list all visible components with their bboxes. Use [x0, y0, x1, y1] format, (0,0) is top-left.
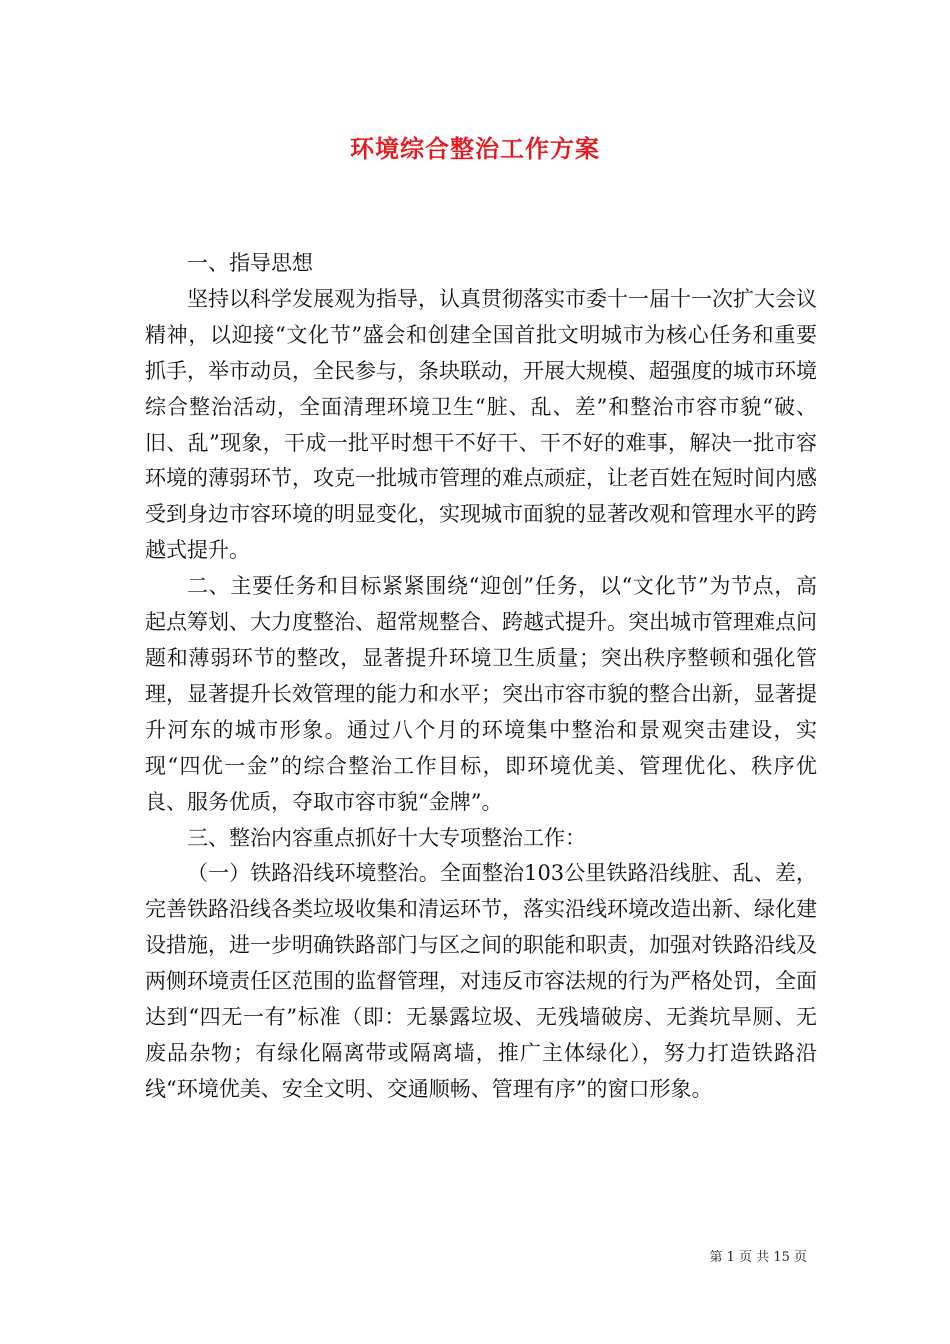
paragraph-guiding-thought: 坚持以科学发展观为指导，认真贯彻落实市委十一届十一次扩大会议精神，以迎接“文化节”盛会和创建全国首批文明城市为核心任务和重要抓手，举市动员，全民参与，条块联动，开展大规模、超强度的城市环境综合整治活动，全面清理环境卫生“脏、乱、差”和整治市容市貌“破、旧、乱”现象，干成一批平时想干不好干、干不好的难事，解决一批市容环境的薄弱环节，攻克一批城市管理的难点顽症，让老百姓在短时间内感受到身边市容环境的明显变化，实现城市面貌的显著改观和管理水平的跨越式提升。 [145, 286, 817, 563]
paragraph-main-tasks: 二、主要任务和目标紧紧围绕“迎创”任务，以“文化节”为节点，高起点筹划、大力度整治、超常规整合、跨越式提升。突出城市管理难点问题和薄弱环节的整改，显著提升环境卫生质量；突出秩序整顿和强化管理，显著提升长效管理的能力和水平；突出市容市貌的整合出新，显著提升河东的城市形象。通过八个月的环境集中整治和景观突击建设，实现“四优一金”的综合整治工作目标，即环境优美、管理优化、秩序优良、服务优质，夺取市容市貌“金牌”。 [145, 574, 817, 814]
page-number-footer: 第 1 页 共 15 页 [709, 1250, 807, 1265]
document-body [145, 246, 817, 1108]
paragraph-railway-rectification: （一）铁路沿线环境整治。全面整治103公里铁路沿线脏、乱、差，完善铁路沿线各类垃圾收集和清运环节，落实沿线环境改造出新、绿化建设措施，进一步明确铁路部门与区之间的职能和职责，加强对铁路沿线及两侧环境责任区范围的监督管理，对违反市容法规的行为严格处罚，全面达到“四无一有”标准（即：无暴露垃圾、无残墙破房、无粪坑旱厕、无废品杂物；有绿化隔离带或隔离墙，推广主体绿化），努力打造铁路沿线“环境优美、安全文明、交通顺畅、管理有序”的窗口形象。 [145, 861, 817, 1101]
document-title: 环境综合整治工作方案 [350, 134, 600, 163]
section-heading-guiding-thought: 一、指导思想 [187, 251, 313, 275]
section-heading-contents: 三、整治内容重点抓好十大专项整治工作： [187, 825, 586, 850]
